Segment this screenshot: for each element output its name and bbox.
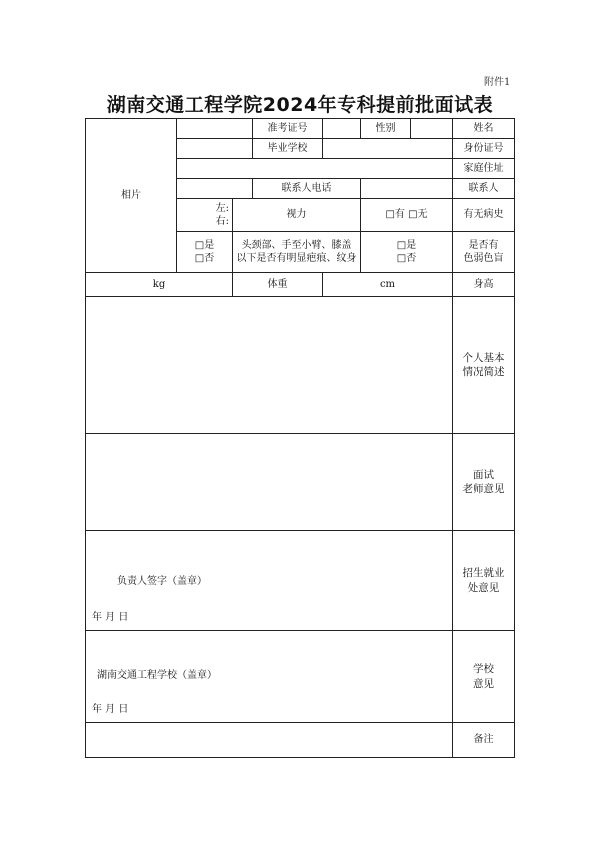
gender-label: 性别 bbox=[361, 119, 411, 139]
intro-input[interactable] bbox=[86, 297, 453, 434]
contact-person-input[interactable] bbox=[361, 179, 453, 199]
gender-input[interactable] bbox=[323, 119, 361, 139]
scar-question-line2: 以下是否有明显疤痕、纹身 bbox=[236, 253, 357, 264]
cm-unit: cm bbox=[379, 278, 396, 290]
contact-phone-label: 联系人电话 bbox=[253, 179, 361, 199]
photo-cell[interactable] bbox=[86, 119, 177, 273]
school-opinion-input[interactable] bbox=[86, 631, 453, 723]
color-blind-no-checkbox[interactable]: □否 bbox=[396, 253, 417, 264]
home-addr-label: 家庭住址 bbox=[453, 159, 515, 179]
intro-label-line2: 情况简述 bbox=[462, 366, 505, 378]
admission-opinion-input[interactable] bbox=[86, 531, 453, 631]
weight-input[interactable] bbox=[86, 273, 233, 297]
page-title: 湖南交通工程学院2024年专科提前批面试表 bbox=[106, 94, 494, 116]
interview-opinion-input[interactable] bbox=[86, 434, 453, 531]
right-eye-label: 右: bbox=[215, 216, 229, 227]
scar-question bbox=[233, 232, 361, 273]
intro-label-line1: 个人基本 bbox=[462, 351, 505, 364]
remarks-input[interactable] bbox=[86, 723, 453, 758]
admission-label-line1: 招生就业 bbox=[462, 567, 505, 580]
contact-person-label: 联系人 bbox=[453, 179, 515, 199]
home-addr-input[interactable] bbox=[177, 159, 453, 179]
disease-history-label: 有无病史 bbox=[453, 199, 515, 232]
application-form bbox=[85, 118, 515, 758]
school-label-line2: 意见 bbox=[473, 677, 494, 690]
contact-phone-input[interactable] bbox=[177, 179, 253, 199]
admission-label-line2: 处意见 bbox=[467, 581, 500, 594]
admission-opinion-label bbox=[453, 531, 515, 631]
scar-question-line1: 头颈部、手至小臂、膝盖 bbox=[241, 239, 352, 251]
disease-history-checkbox[interactable]: □有 □无 bbox=[361, 199, 453, 232]
color-blind-label-line2: 色弱色盲 bbox=[463, 253, 504, 264]
color-blind-answer[interactable] bbox=[361, 232, 453, 273]
id-no-label: 身份证号 bbox=[453, 139, 515, 159]
photo-label: 相片 bbox=[121, 189, 141, 201]
vision-input[interactable] bbox=[177, 199, 233, 232]
weight-label: 体重 bbox=[233, 273, 323, 297]
intro-label bbox=[453, 297, 515, 434]
id-no-input[interactable] bbox=[323, 139, 453, 159]
height-label: 身高 bbox=[453, 273, 515, 297]
school-sign-line: 湖南交通工程学校（盖章） bbox=[97, 670, 217, 681]
admission-sign-line: 负责人签字（盖章） bbox=[117, 576, 207, 587]
kg-unit: kg bbox=[152, 278, 166, 290]
school-label-line1: 学校 bbox=[473, 663, 494, 676]
interview-label-line1: 面试 bbox=[473, 468, 494, 481]
attachment-label: 附件1 bbox=[484, 77, 511, 88]
school-date: 年 月 日 bbox=[92, 703, 129, 715]
scar-no-checkbox[interactable]: □否 bbox=[194, 253, 215, 264]
exam-no-label: 准考证号 bbox=[253, 119, 323, 139]
school-opinion-label bbox=[453, 631, 515, 723]
vision-label: 视力 bbox=[233, 199, 361, 232]
remarks-label: 备注 bbox=[453, 723, 515, 758]
left-eye-label: 左: bbox=[215, 202, 229, 214]
scar-answer[interactable] bbox=[177, 232, 233, 273]
grad-school-label: 毕业学校 bbox=[253, 139, 323, 159]
scar-yes-checkbox[interactable]: □是 bbox=[194, 239, 215, 251]
interview-opinion-label bbox=[453, 434, 515, 531]
color-blind-label-line1: 是否有 bbox=[468, 239, 499, 251]
color-blind-label bbox=[453, 232, 515, 273]
name-input[interactable] bbox=[411, 119, 453, 139]
color-blind-yes-checkbox[interactable]: □是 bbox=[396, 239, 417, 251]
admission-date: 年 月 日 bbox=[92, 611, 129, 623]
exam-no-input[interactable] bbox=[177, 119, 253, 139]
interview-label-line2: 老师意见 bbox=[462, 483, 505, 495]
grad-school-input[interactable] bbox=[177, 139, 253, 159]
name-label: 姓名 bbox=[453, 119, 515, 139]
height-input[interactable] bbox=[323, 273, 453, 297]
